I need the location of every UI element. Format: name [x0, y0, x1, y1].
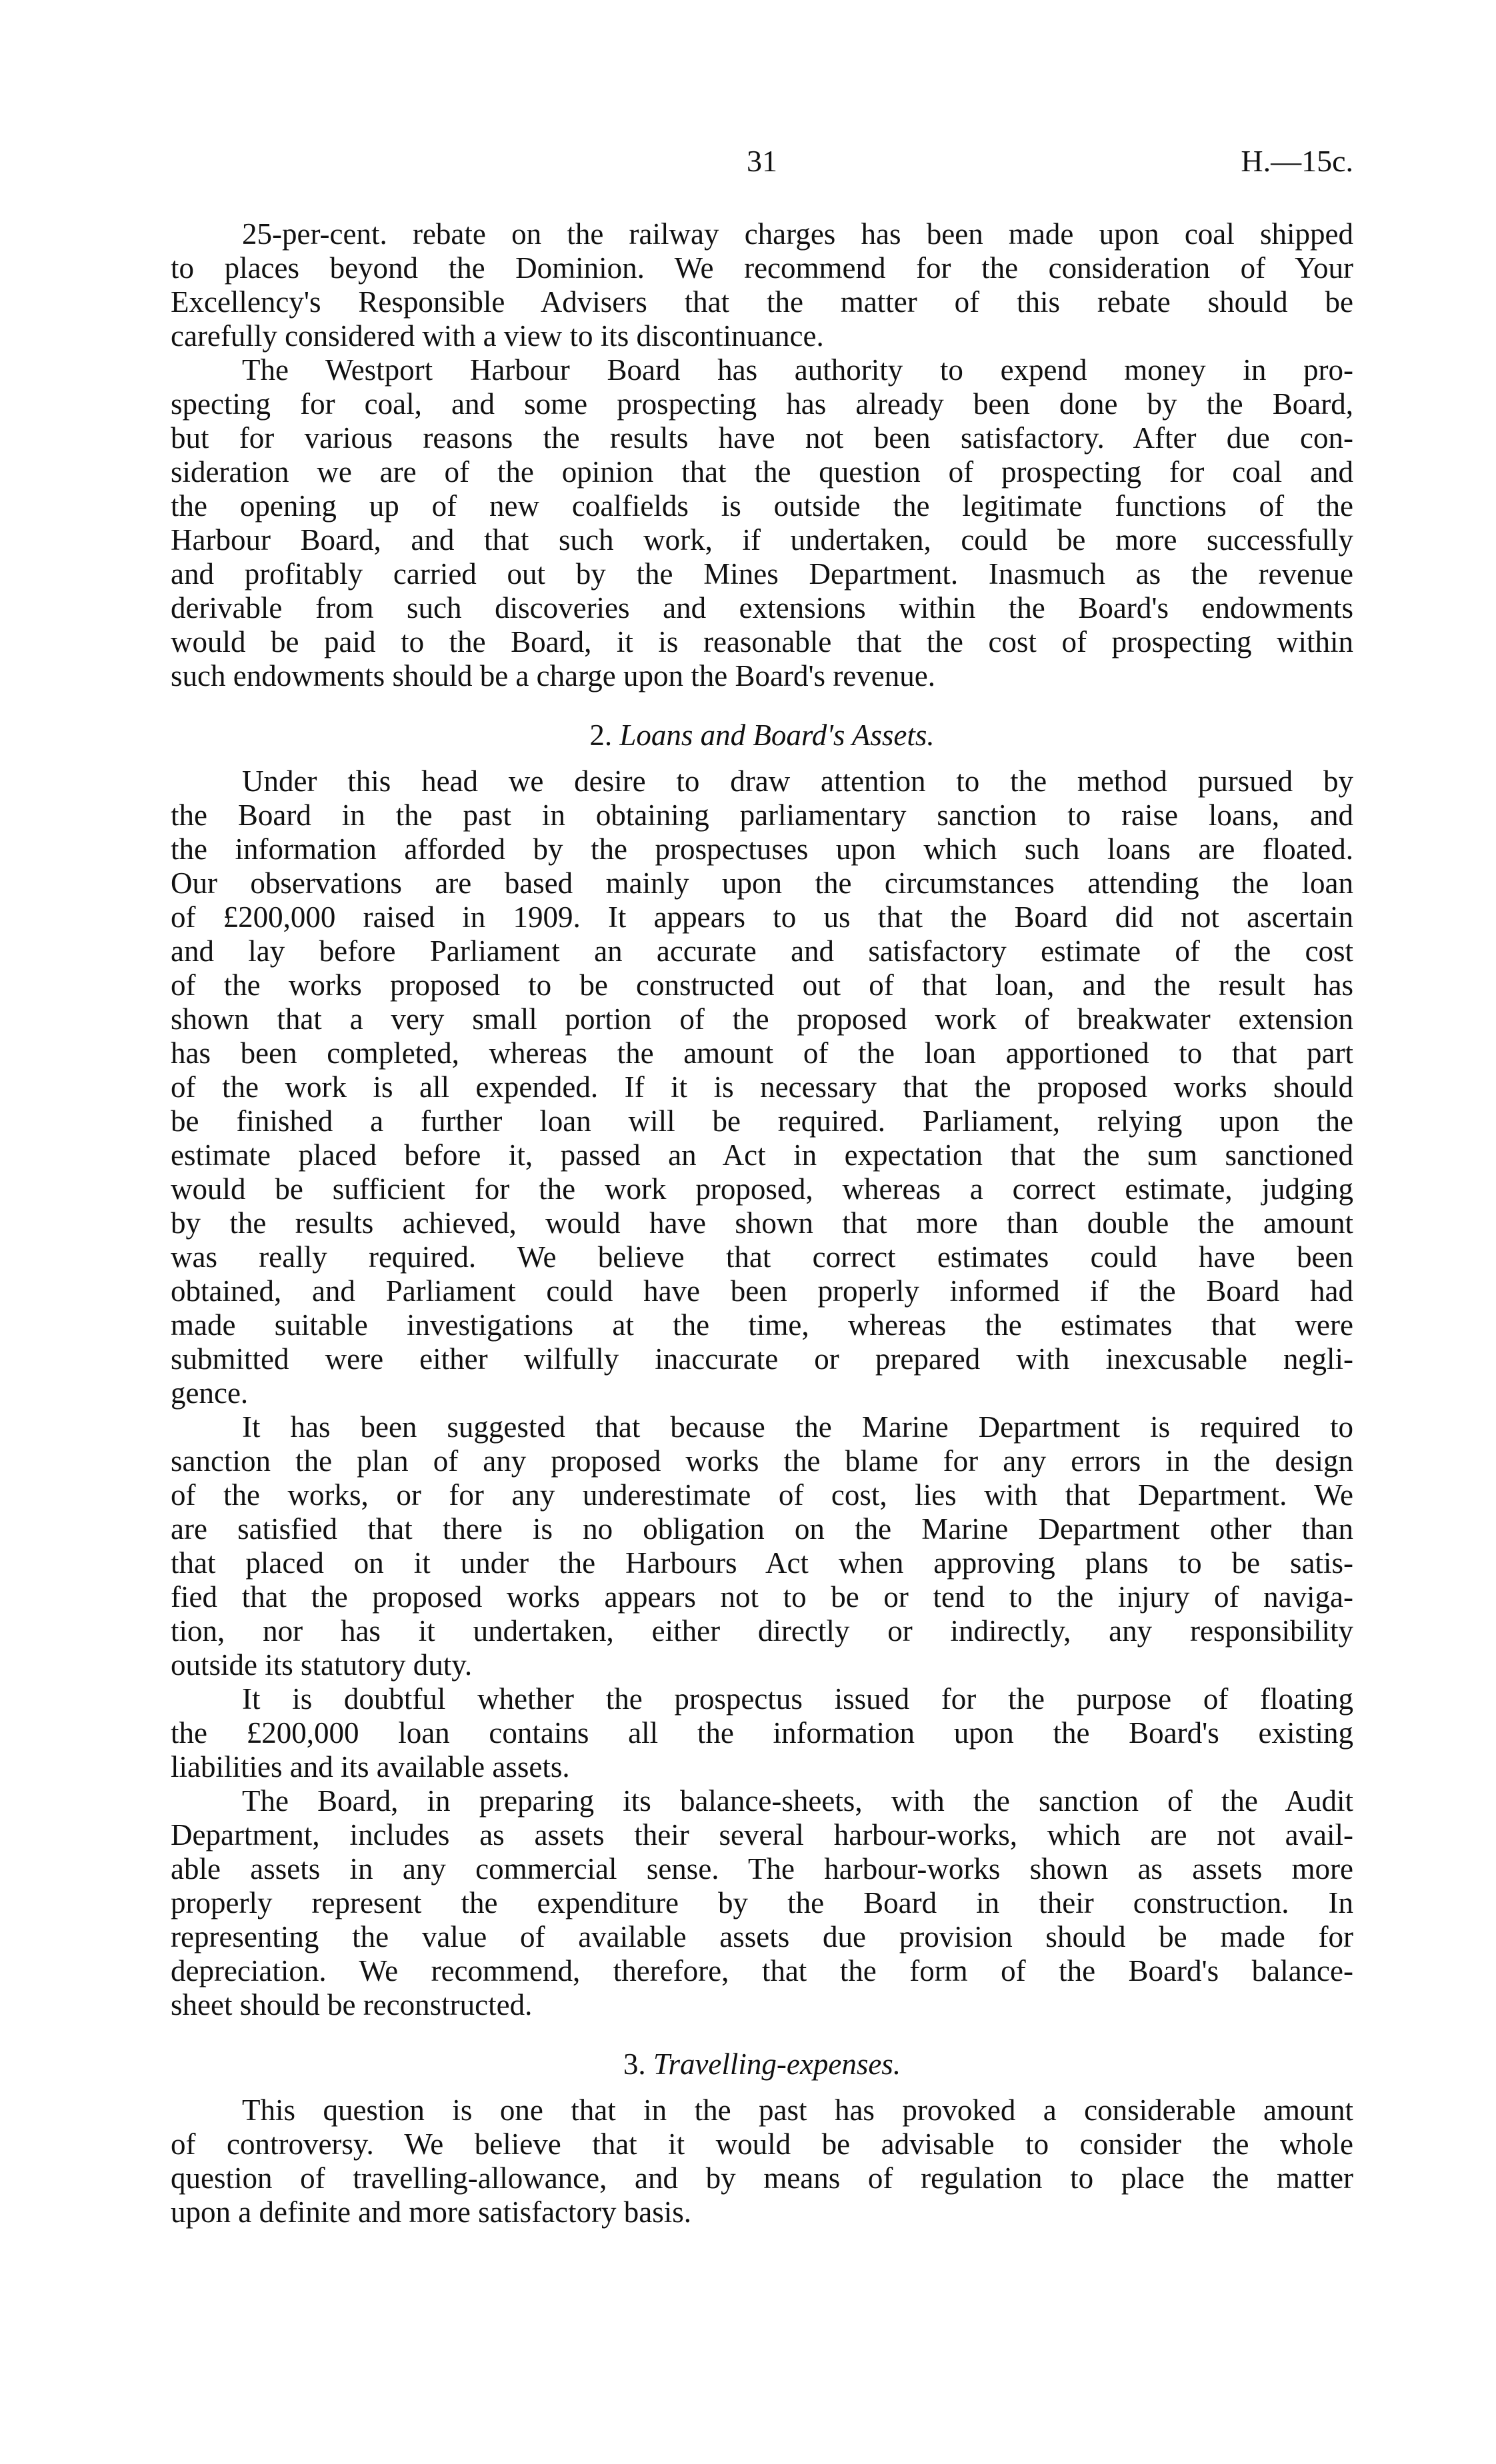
text-line: that placed on it under the Harbours Act when approving plans to be satis- — [171, 1546, 1353, 1580]
page-number: 31 — [747, 144, 777, 178]
text-line: made suitable investigations at the time, whereas the estimates that were — [171, 1308, 1353, 1342]
text-line: question of travelling-allowance, and by means of regulation to place the matter — [171, 2161, 1353, 2195]
text-line: but for various reasons the results have not been satisfactory. After due con- — [171, 421, 1353, 455]
paragraph — [171, 1784, 1353, 2022]
document-reference: H.—15c. — [1241, 144, 1353, 178]
text-line: of £200,000 raised in 1909. It appears to us that the Board did not ascertain — [171, 900, 1353, 934]
text-line: shown that a very small portion of the proposed work of breakwater extension — [171, 1002, 1353, 1036]
text-line: the £200,000 loan contains all the information upon the Board's existing — [171, 1716, 1353, 1750]
section-heading — [171, 718, 1353, 752]
text-line: representing the value of available assets due provision should be made for — [171, 1920, 1353, 1953]
text-line: The Westport Harbour Board has authority to expend money in pro- — [242, 353, 1353, 387]
text-line: 25-per-cent. rebate on the railway charges has been made upon coal shipped — [242, 217, 1353, 251]
text-line: Harbour Board, and that such work, if undertaken, could be more successfully — [171, 523, 1353, 557]
text-line: of the works, or for any underestimate of cost, lies with that Department. We — [171, 1478, 1353, 1512]
text-line: tion, nor has it undertaken, either directly or indirectly, any responsibility — [171, 1614, 1353, 1648]
text-line: was really required. We believe that correct estimates could have been — [171, 1240, 1353, 1274]
text-line: to places beyond the Dominion. We recommend for the consideration of Your — [171, 251, 1353, 285]
text-line: depreciation. We recommend, therefore, that the form of the Board's balance- — [171, 1954, 1353, 1987]
text-line: gence. — [171, 1376, 249, 1410]
text-line: would be sufficient for the work proposed, whereas a correct estimate, judging — [171, 1172, 1353, 1206]
text-line: Under this head we desire to draw attention to the method pursued by — [242, 764, 1353, 798]
document-body — [171, 217, 1353, 2229]
text-line: Excellency's Responsible Advisers that the matter of this rebate should be — [171, 285, 1353, 319]
text-line: It is doubtful whether the prospectus issued for the purpose of floating — [242, 1682, 1353, 1716]
section-title: Travelling-expenses. — [653, 2047, 901, 2081]
paragraph — [171, 1682, 1353, 1784]
paragraph — [171, 2093, 1353, 2229]
text-line: sideration we are of the opinion that the question of prospecting for coal and — [171, 455, 1353, 489]
text-line: It has been suggested that because the Marine Department is required to — [242, 1410, 1353, 1444]
text-line: outside its statutory duty. — [171, 1648, 473, 1682]
text-line: derivable from such discoveries and extensions within the Board's endowments — [171, 591, 1353, 624]
text-line: sanction the plan of any proposed works the blame for any errors in the design — [171, 1444, 1353, 1478]
text-line: of the work is all expended. If it is necessary that the proposed works should — [171, 1070, 1353, 1104]
text-line: Our observations are based mainly upon the circumstances attending the loan — [171, 866, 1353, 900]
section — [171, 217, 1353, 693]
text-line: and lay before Parliament an accurate and satisfactory estimate of the cost — [171, 934, 1353, 968]
text-line: and profitably carried out by the Mines Department. Inasmuch as the revenue — [171, 557, 1353, 591]
section — [171, 2047, 1353, 2229]
text-line: liabilities and its available assets. — [171, 1750, 570, 1784]
text-line: such endowments should be a charge upon the Board's revenue. — [171, 659, 935, 692]
text-line: sheet should be reconstructed. — [171, 1988, 533, 2021]
text-line: are satisfied that there is no obligation on the Marine Department other than — [171, 1512, 1353, 1546]
text-line: the information afforded by the prospectuses upon which such loans are floated. — [171, 832, 1353, 866]
text-line: properly represent the expenditure by the Board in their construction. In — [171, 1886, 1353, 1919]
page-header — [171, 143, 1353, 183]
text-line: carefully considered with a view to its discontinuance. — [171, 319, 824, 353]
paragraph — [171, 353, 1353, 693]
section-number: 2. — [589, 718, 613, 752]
text-line: has been completed, whereas the amount of the loan apportioned to that part — [171, 1036, 1353, 1070]
text-line: the Board in the past in obtaining parliamentary sanction to raise loans, and — [171, 798, 1353, 832]
text-line: upon a definite and more satisfactory basis. — [171, 2195, 692, 2229]
text-line: of controversy. We believe that it would be advisable to consider the whole — [171, 2127, 1353, 2161]
text-line: of the works proposed to be constructed out of that loan, and the result has — [171, 968, 1353, 1002]
paragraph — [171, 1410, 1353, 1682]
text-line: Department, includes as assets their several harbour-works, which are not avail- — [171, 1818, 1353, 1851]
text-line: would be paid to the Board, it is reasonable that the cost of prospecting within — [171, 625, 1353, 658]
text-line: the opening up of new coalfields is outside the legitimate functions of the — [171, 489, 1353, 523]
text-line: This question is one that in the past has provoked a considerable amount — [242, 2093, 1353, 2127]
text-line: submitted were either wilfully inaccurate or prepared with inexcusable negli- — [171, 1342, 1353, 1376]
text-line: by the results achieved, would have shown that more than double the amount — [171, 1206, 1353, 1240]
text-line: specting for coal, and some prospecting has already been done by the Board, — [171, 387, 1353, 421]
text-line: fied that the proposed works appears not to be or tend to the injury of naviga- — [171, 1580, 1353, 1614]
text-line: be finished a further loan will be required. Parliament, relying upon the — [171, 1104, 1353, 1138]
section-heading — [171, 2047, 1353, 2081]
text-line: The Board, in preparing its balance-sheets, with the sanction of the Audit — [242, 1784, 1353, 1818]
section — [171, 718, 1353, 2022]
text-line: able assets in any commercial sense. The harbour-works shown as assets more — [171, 1852, 1353, 1885]
text-line: obtained, and Parliament could have been properly informed if the Board had — [171, 1274, 1353, 1308]
section-number: 3. — [623, 2047, 646, 2081]
paragraph — [171, 764, 1353, 1410]
text-line: estimate placed before it, passed an Act in expectation that the sum sanctioned — [171, 1138, 1353, 1172]
paragraph — [171, 217, 1353, 353]
section-title: Loans and Board's Assets. — [619, 718, 935, 752]
